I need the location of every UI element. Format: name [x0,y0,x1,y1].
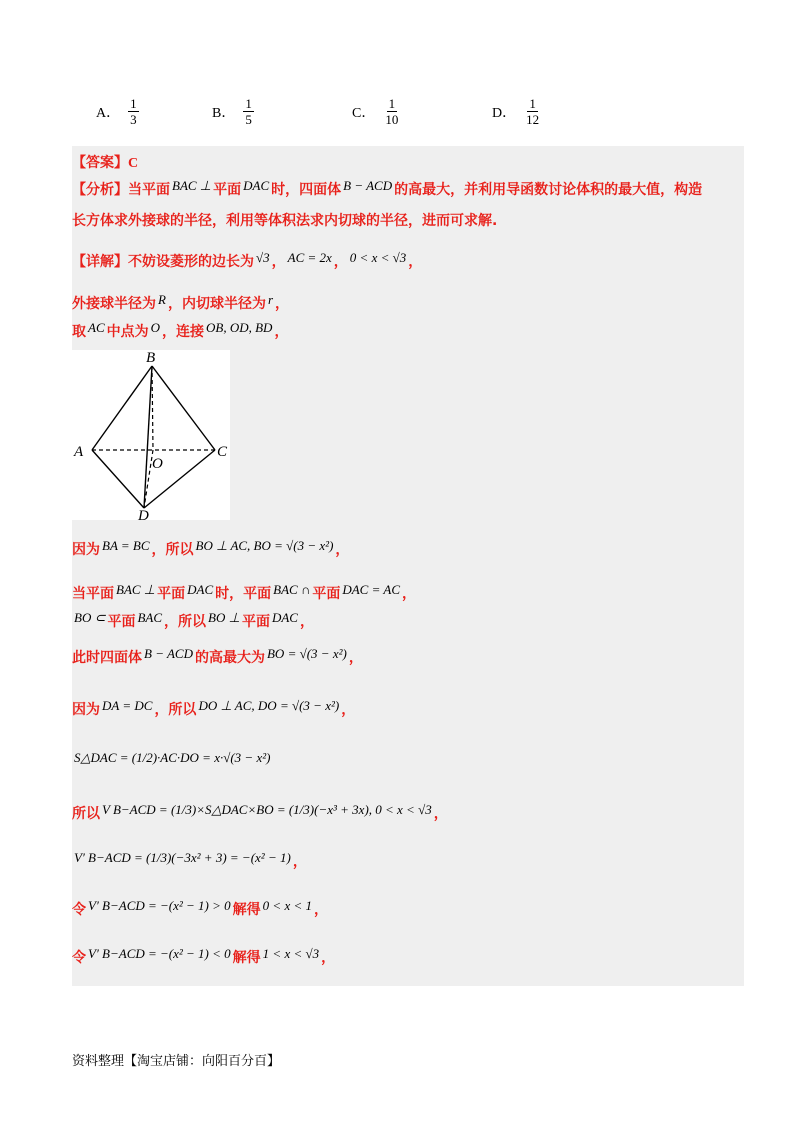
detail-text: 时，平面 [215,586,272,602]
detail-text: 平面 [312,586,341,602]
answer-options [0,96,800,136]
detail-text: ， [333,254,348,270]
math: BAC ∩ [273,582,311,597]
detail-text: 取 [72,324,86,340]
segment-bo [152,366,153,450]
detail-text: ， [299,614,314,630]
vertex-label-b: B [146,350,156,366]
detail-line-9 [72,750,744,770]
detail-text: ， [408,254,423,270]
answer-label: 【答案】 [72,155,128,171]
detail-text: ， [402,586,416,602]
option-c-denominator: 10 [385,112,399,127]
detail-text: 因为 [72,542,100,558]
detail-line-1 [72,250,744,271]
option-b-fraction [243,96,254,127]
detail-line-4 [72,538,744,559]
math: V B−ACD = (1/3)×S△DAC×BO = (1/3)(−x³ + 3x), 0 < x < √3 [102,802,432,817]
math: 0 < x < √3 [349,250,407,265]
vertex-label-c: C [217,444,228,460]
analysis-label: 【分析】 [72,182,128,198]
point-label-o: O [152,456,163,472]
vertex-label-d: D [138,508,149,520]
math: BO ⊂ [74,610,106,625]
detail-text: 当平面 [72,586,114,602]
detail-text: 此时四面体 [72,650,142,666]
math: r [267,292,274,307]
option-b-denominator: 5 [245,112,252,127]
math: 0 < x < 1 [262,898,312,913]
math: B − ACD [144,646,193,661]
detail-text: ， [433,806,448,822]
option-b-numerator: 1 [245,96,252,111]
analysis-text: 当平面 [128,182,170,198]
option-c-fraction [383,96,400,127]
math: DAC [243,178,270,193]
math: DAC = AC [342,582,400,597]
math: BO ⊥ [208,610,240,625]
detail-text: 因为 [72,702,100,718]
edge-da [92,450,144,508]
detail-text: ，所以 [151,542,194,558]
math: BAC [137,610,163,625]
edge-bc [152,366,215,450]
math: DAC [271,610,298,625]
detail-text: ，所以 [164,614,207,630]
edge-ab [92,366,152,450]
math: S△DAC = (1/2)·AC·DO = x·√(3 − x²) [74,750,271,765]
option-d-numerator: 1 [529,96,536,111]
option-c-numerator: 1 [388,96,396,111]
option-a-denominator: 3 [130,112,137,127]
detail-text: 的高最大为 [194,650,265,666]
detail-text: ， [335,542,350,558]
math: B − ACD [343,178,393,193]
detail-text: 解得 [232,902,261,918]
option-b [212,96,254,127]
detail-line-5 [72,582,744,603]
option-d-denominator: 12 [526,112,540,127]
answer-line [72,152,744,172]
answer-value: C [128,156,139,171]
detail-line-8 [72,698,744,719]
option-b-letter: B． [212,105,236,121]
analysis-line-2: 长方体求外接球的半径，利用等体积法求内切球的半径，进而可求解. [72,213,498,229]
detail-text: 令 [72,950,86,966]
option-a [96,96,139,127]
math: R [158,292,166,307]
detail-text: 所以 [72,806,100,822]
detail-text: 不妨设菱形的边长为 [128,254,254,270]
detail-text: ， [348,650,363,666]
option-d [492,96,541,127]
math: DAC [187,582,214,597]
detail-line-11 [72,850,744,871]
option-a-fraction [128,96,139,127]
option-a-numerator: 1 [130,96,137,111]
detail-line-13 [72,946,744,967]
option-a-letter: A． [96,105,121,121]
page-footer: 资料整理【淘宝店铺：向阳百分百】 [72,1054,281,1069]
detail-text: 外接球半径为 [72,296,156,312]
math: AC [88,320,105,335]
math: OB, OD, BD [206,320,273,335]
math: AC = 2x [287,250,332,265]
analysis-line-1 [72,178,744,199]
math: V′ B−ACD = (1/3)(−3x² + 3) = −(x² − 1) [74,850,291,865]
detail-line-7 [72,646,744,667]
math: O [150,320,161,335]
math: BA = BC [102,538,150,553]
detail-text: ， [275,296,290,312]
detail-text: ， [341,702,356,718]
edge-bd [144,366,152,508]
detail-text: ， [271,254,286,270]
detail-label: 【详解】 [72,254,128,270]
detail-text: ，所以 [154,702,197,718]
detail-text: ，连接 [162,324,205,340]
math: BAC ⊥ [116,582,156,597]
detail-line-12 [72,898,744,919]
detail-text: ， [321,950,336,966]
math: BAC ⊥ [172,178,212,193]
analysis-text: 平面 [213,182,242,198]
detail-text: ， [292,854,307,870]
tetrahedron-figure [72,350,230,520]
math: V′ B−ACD = −(x² − 1) < 0 [88,946,231,961]
detail-line-6 [72,610,744,631]
detail-text: 解得 [232,950,261,966]
math: √3 [256,250,270,265]
detail-text: ， [314,902,328,918]
math: V′ B−ACD = −(x² − 1) > 0 [88,898,231,913]
detail-text: 令 [72,902,86,918]
tetrahedron-diagram [72,350,230,520]
detail-text: 平面 [157,586,186,602]
option-c [352,96,400,127]
math: BO = √(3 − x²) [266,646,347,661]
detail-line-10 [72,802,744,823]
option-d-fraction [524,96,541,127]
math: DO ⊥ AC, DO = √(3 − x²) [198,698,340,713]
detail-text: ，内切球半径为 [167,296,266,312]
analysis-text: 的高最大，并利用导函数讨论体积的最大值，构造 [394,182,703,198]
math: 1 < x < √3 [262,946,320,961]
detail-text: 平面 [107,614,136,630]
math: DA = DC [102,698,153,713]
math: BO ⊥ AC, BO = √(3 − x²) [195,538,334,553]
detail-line-3 [72,320,744,341]
option-d-letter: D． [492,105,517,121]
analysis-text: 时，四面体 [271,182,342,198]
detail-line-2 [72,292,744,313]
detail-text: ， [274,324,289,340]
solution-panel [72,146,744,986]
option-c-letter: C． [352,105,376,121]
detail-text: 中点为 [106,324,149,340]
detail-text: 平面 [241,614,270,630]
vertex-label-a: A [74,444,84,460]
